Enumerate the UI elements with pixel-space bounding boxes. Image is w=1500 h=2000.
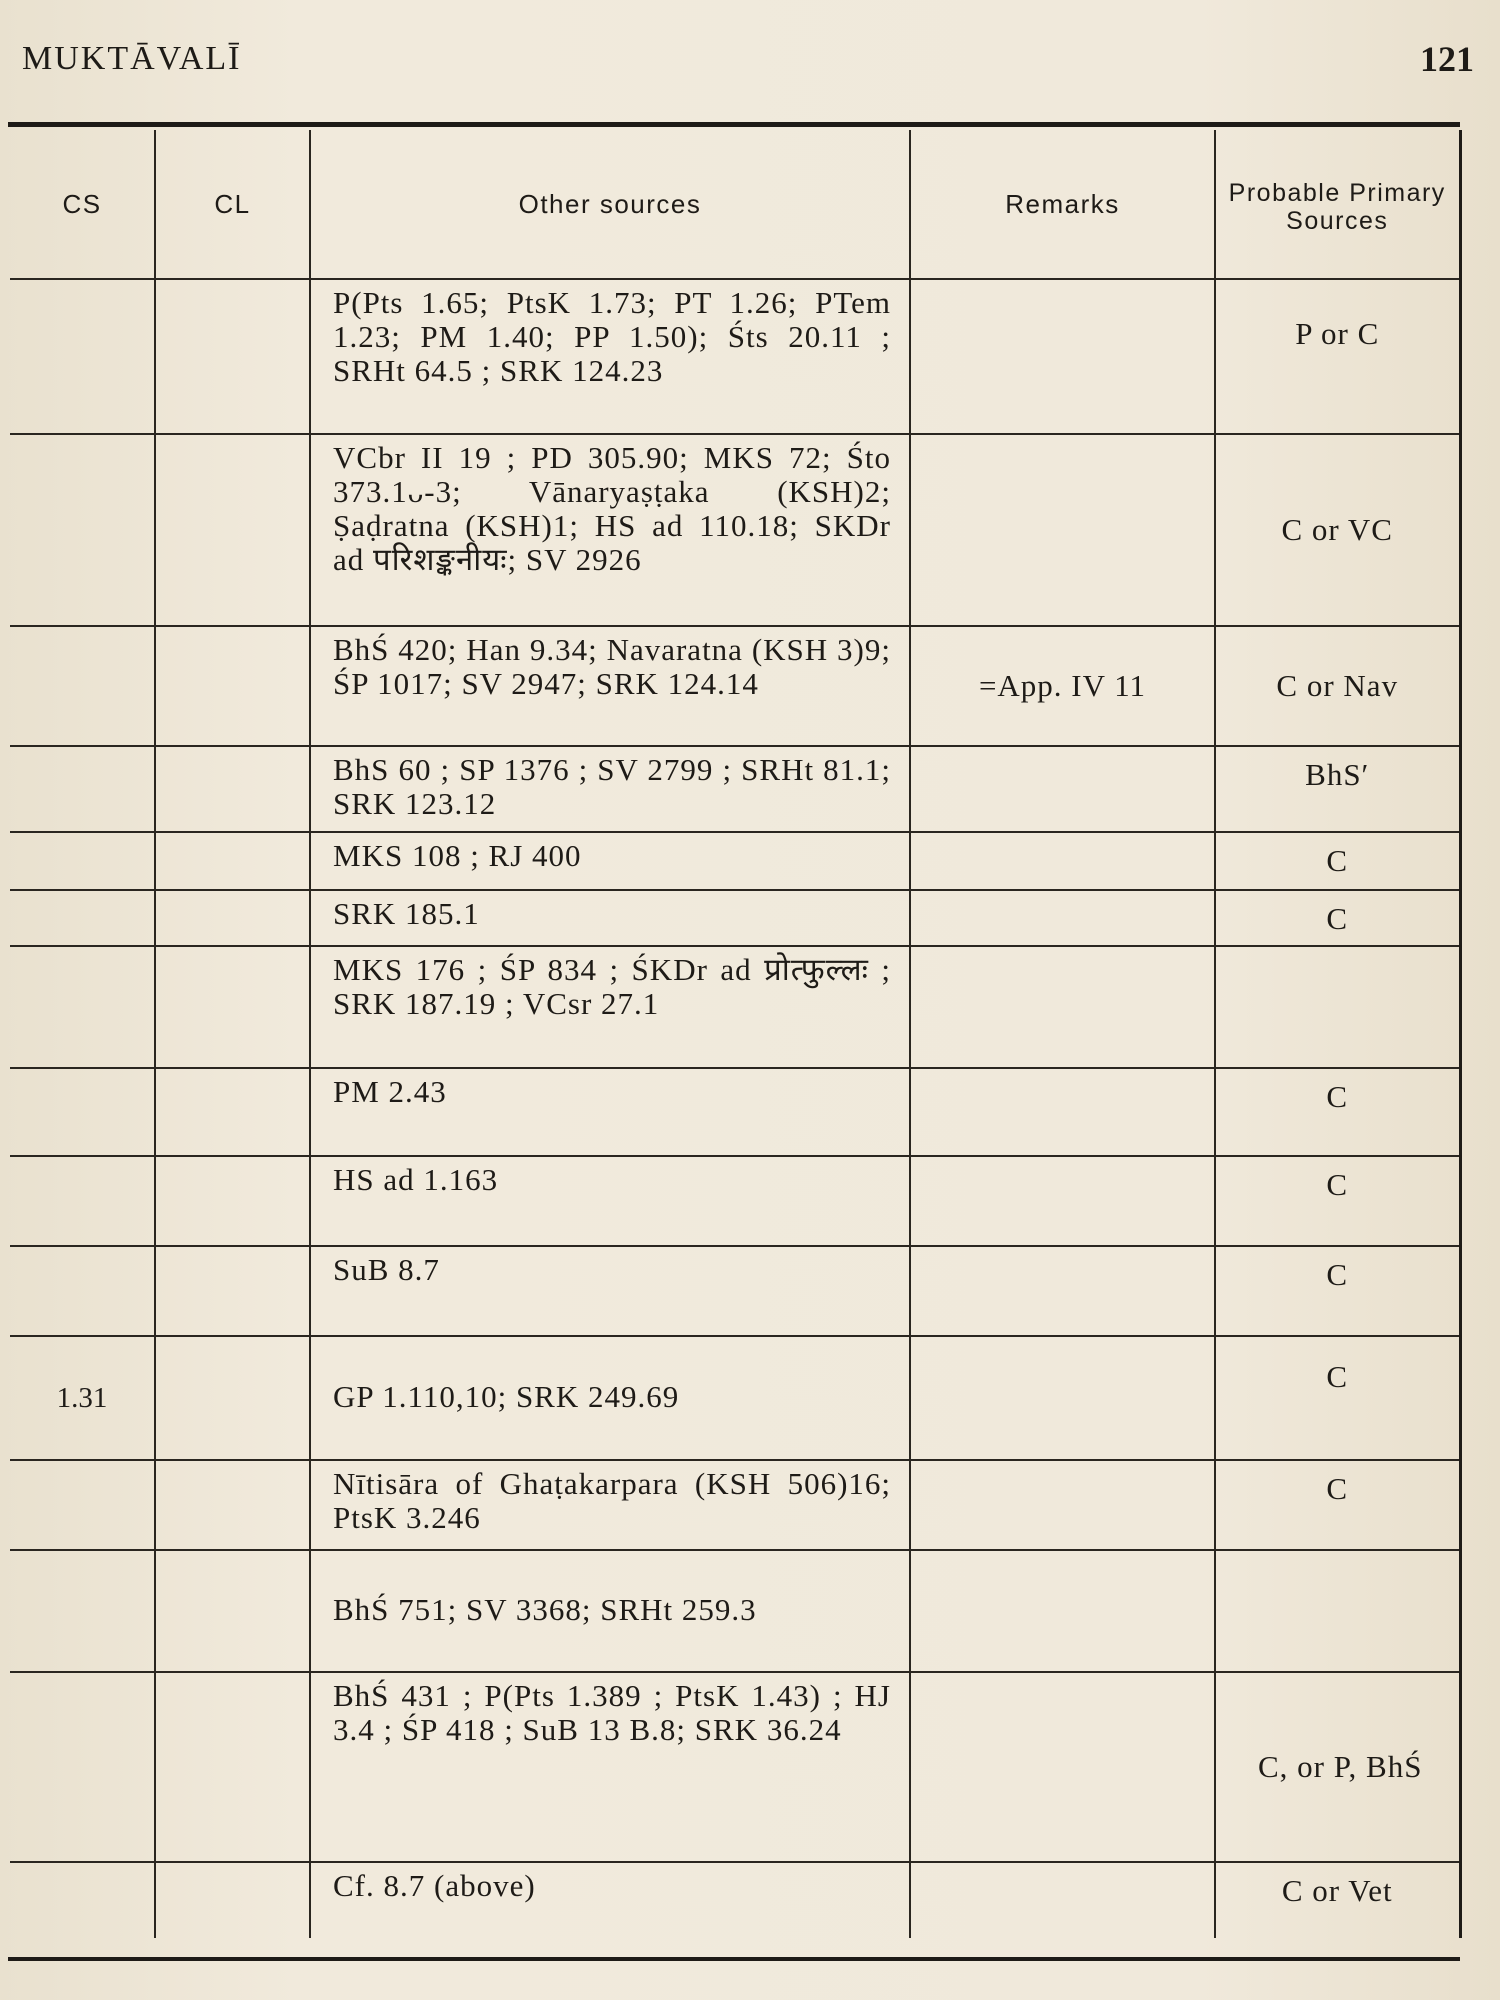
primary-source-cell [1215,946,1460,1068]
cl-cell [155,434,310,626]
table-row [10,890,1460,946]
primary-source-cell: C [1215,1068,1460,1156]
cs-cell [10,1550,155,1672]
bottom-rule [8,1957,1460,1961]
cl-cell [155,1862,310,1938]
remarks-cell [910,1460,1215,1550]
cs-cell [10,1672,155,1862]
cs-cell [10,746,155,832]
remarks-cell [910,1862,1215,1938]
primary-source-cell: C [1215,890,1460,946]
table-row [10,1672,1460,1862]
cl-cell [155,1068,310,1156]
page-number: 121 [1420,39,1474,79]
remarks-cell [910,1550,1215,1672]
cl-cell [155,279,310,434]
other-sources-cell: VCbr II 19 ; PD 305.90; MKS 72; Śto 373.1ᴗ-3; Vānaryaṣṭaka (KSH)2; Ṣaḍratna (KSH)1; HS ad 110.18; SKDr ad परिशङ्कनीयः; SV 2926 [310,434,910,626]
primary-source-cell: C, or P, BhŚ [1215,1672,1460,1862]
cs-cell [10,946,155,1068]
header-cl: CL [155,130,310,279]
cs-cell: 1.31 [10,1336,155,1460]
cs-cell [10,279,155,434]
other-sources-cell: BhŚ 751; SV 3368; SRHt 259.3 [310,1550,910,1672]
remarks-cell [910,279,1215,434]
cs-cell [10,1068,155,1156]
table-row [10,832,1460,890]
primary-source-cell [1215,1550,1460,1672]
other-sources-cell: MKS 176 ; ŚP 834 ; ŚKDr ad प्रोत्फुल्लः ; SRK 187.19 ; VCsr 27.1 [310,946,910,1068]
other-sources-cell: SRK 185.1 [310,890,910,946]
other-sources-cell: Cf. 8.7 (above) [310,1862,910,1938]
cl-cell [155,746,310,832]
table-row [10,1246,1460,1336]
cl-cell [155,1246,310,1336]
remarks-cell [910,746,1215,832]
cs-cell [10,890,155,946]
sources-table [10,130,1462,1938]
table-row [10,1068,1460,1156]
table-header-row [10,130,1460,279]
top-rule [8,122,1460,127]
other-sources-cell: P(Pts 1.65; PtsK 1.73; PT 1.26; PTem 1.23; PM 1.40; PP 1.50); Śts 20.11 ; SRHt 64.5 ; SRK 124.23 [310,279,910,434]
other-sources-cell: SuB 8.7 [310,1246,910,1336]
primary-source-cell: C or Vet [1215,1862,1460,1938]
cl-cell [155,946,310,1068]
table-row [10,1460,1460,1550]
table-row [10,746,1460,832]
primary-source-cell: C [1215,832,1460,890]
table-row [10,1156,1460,1246]
cl-cell [155,626,310,746]
running-head: MUKTĀVALĪ [22,40,242,77]
table-row [10,1550,1460,1672]
header-cs: CS [10,130,155,279]
table-row [10,1862,1460,1938]
primary-source-cell: C [1215,1460,1460,1550]
cs-cell [10,1246,155,1336]
other-sources-cell: HS ad 1.163 [310,1156,910,1246]
header-remarks: Remarks [910,130,1215,279]
remarks-cell [910,832,1215,890]
other-sources-cell: GP 1.110,10; SRK 249.69 [310,1336,910,1460]
cl-cell [155,890,310,946]
remarks-cell [910,946,1215,1068]
cs-cell [10,832,155,890]
remarks-cell [910,1672,1215,1862]
remarks-cell: =App. IV 11 [910,626,1215,746]
primary-source-cell: C or VC [1215,434,1460,626]
other-sources-cell: BhŚ 431 ; P(Pts 1.389 ; PtsK 1.43) ; HJ 3.4 ; ŚP 418 ; SuB 13 B.8; SRK 36.24 [310,1672,910,1862]
cs-cell [10,1862,155,1938]
remarks-cell [910,1156,1215,1246]
table-row [10,626,1460,746]
remarks-cell [910,434,1215,626]
table-row [10,434,1460,626]
cs-cell [10,626,155,746]
remarks-cell [910,1068,1215,1156]
cs-cell [10,1460,155,1550]
remarks-cell [910,1246,1215,1336]
cl-cell [155,832,310,890]
cl-cell [155,1550,310,1672]
table-row [10,1336,1460,1460]
cs-cell [10,1156,155,1246]
table-row [10,279,1460,434]
other-sources-cell: BhŚ 420; Han 9.34; Navaratna (KSH 3)9; ŚP 1017; SV 2947; SRK 124.14 [310,626,910,746]
other-sources-cell: Nītisāra of Ghaṭakarpara (KSH 506)16; PtsK 3.246 [310,1460,910,1550]
other-sources-cell: BhS 60 ; SP 1376 ; SV 2799 ; SRHt 81.1; SRK 123.12 [310,746,910,832]
cl-cell [155,1336,310,1460]
cs-cell [10,434,155,626]
other-sources-cell: PM 2.43 [310,1068,910,1156]
remarks-cell [910,1336,1215,1460]
primary-source-cell: P or C [1215,279,1460,434]
header-other-sources: Other sources [310,130,910,279]
primary-source-cell: C [1215,1246,1460,1336]
primary-source-cell: C [1215,1336,1460,1460]
primary-source-cell: BhS′ [1215,746,1460,832]
primary-source-cell: C or Nav [1215,626,1460,746]
remarks-cell [910,890,1215,946]
other-sources-cell: MKS 108 ; RJ 400 [310,832,910,890]
primary-source-cell: C [1215,1156,1460,1246]
table-row [10,946,1460,1068]
cl-cell [155,1672,310,1862]
header-primary-sources: Probable Primary Sources [1215,130,1460,279]
cl-cell [155,1156,310,1246]
cl-cell [155,1460,310,1550]
